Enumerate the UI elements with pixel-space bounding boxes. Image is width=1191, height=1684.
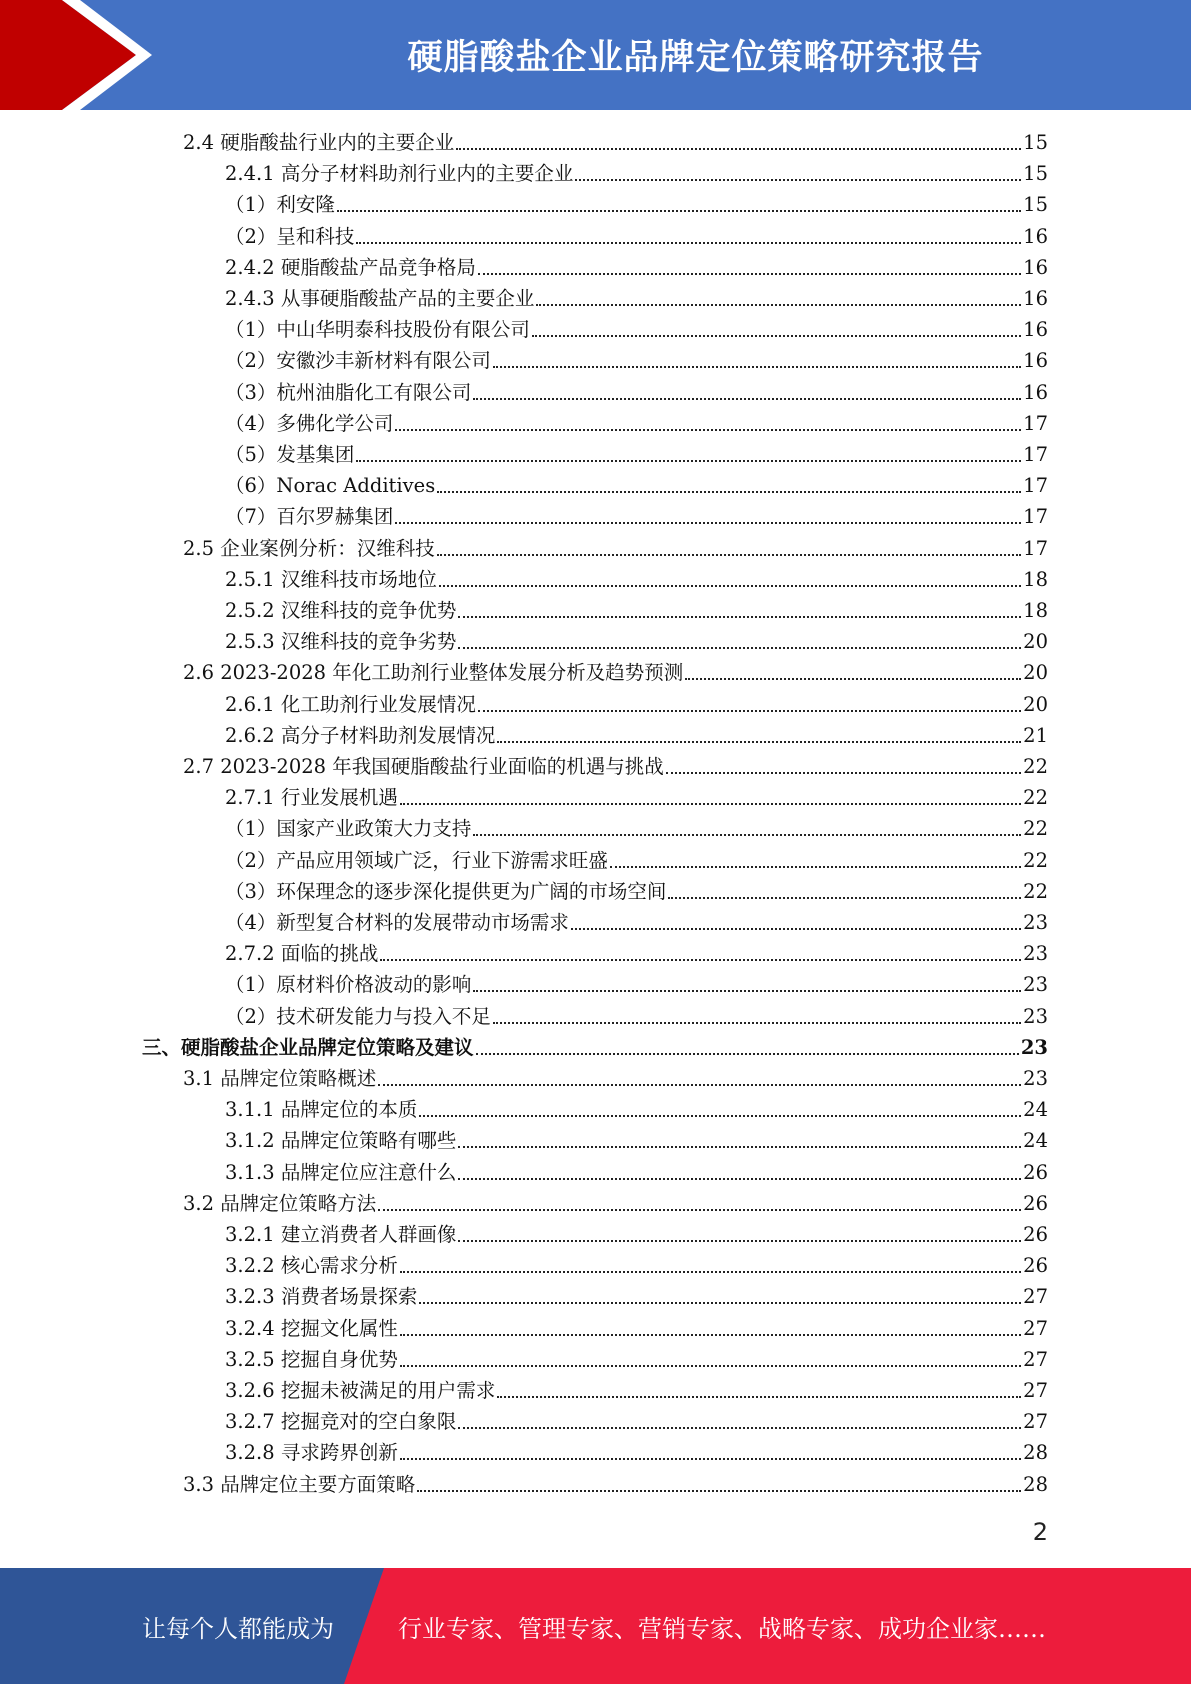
toc-leader-dots [458, 1240, 1021, 1242]
toc-entry-label: 3.2.4 挖掘文化属性 [225, 1316, 398, 1340]
toc-entry-label: 2.6.1 化工助剂行业发展情况 [225, 692, 476, 716]
toc-entry-label: （2）技术研发能力与投入不足 [225, 1004, 491, 1028]
report-title: 硬脂酸盐企业品牌定位策略研究报告 [407, 38, 984, 78]
toc-entry[interactable] [183, 1063, 1048, 1094]
toc-entry[interactable] [225, 377, 1048, 408]
toc-entry-label: 2.6.2 高分子材料助剂发展情况 [225, 723, 496, 747]
toc-entry-page: 24 [1023, 1098, 1048, 1122]
toc-entry-page: 20 [1023, 630, 1048, 654]
toc-leader-dots [400, 1334, 1021, 1336]
toc-entry-label: 3.1.2 品牌定位策略有哪些 [225, 1129, 457, 1153]
toc-entry-label: 三、硬脂酸盐企业品牌定位策略及建议 [142, 1035, 474, 1059]
toc-entry[interactable] [225, 782, 1048, 813]
toc-leader-dots [685, 678, 1021, 680]
toc-entry-page: 26 [1023, 1160, 1048, 1184]
toc-entry[interactable] [225, 283, 1048, 314]
toc-entry-page: 16 [1023, 349, 1048, 373]
toc-entry-page: 15 [1023, 162, 1048, 186]
toc-entry[interactable] [225, 189, 1048, 220]
toc-entry-label: 2.7.2 面临的挑战 [225, 942, 379, 966]
toc-entry[interactable] [225, 501, 1048, 532]
toc-entry-page: 17 [1023, 474, 1048, 498]
toc-entry-label: 3.2 品牌定位策略方法 [183, 1191, 377, 1215]
toc-leader-dots [395, 522, 1021, 524]
toc-entry-label: 3.1.3 品牌定位应注意什么 [225, 1160, 457, 1184]
toc-entry-label: 3.2.6 挖掘未被满足的用户需求 [225, 1379, 496, 1402]
toc-entry-label: 2.5.2 汉维科技的竞争优势 [225, 599, 457, 622]
toc-leader-dots [575, 179, 1021, 181]
toc-entry-label: 2.4.1 高分子材料助剂行业内的主要企业 [225, 162, 574, 186]
toc-entry[interactable] [183, 127, 1048, 158]
toc-leader-dots [400, 803, 1021, 805]
page-number: 2 [1032, 1518, 1048, 1546]
toc-entry-page: 22 [1023, 848, 1048, 872]
footer-slogan-right: 行业专家、管理专家、营销专家、战略专家、成功企业家…… [398, 1614, 1046, 1643]
toc-entry-page: 23 [1023, 1067, 1048, 1090]
toc-entry[interactable] [225, 158, 1048, 189]
toc-entry-label: 3.1.1 品牌定位的本质 [225, 1098, 418, 1122]
toc-entry[interactable] [225, 1001, 1048, 1032]
page-footer [0, 1568, 1191, 1684]
toc-entry-label: 3.2.7 挖掘竞对的空白象限 [225, 1410, 457, 1434]
toc-entry-page: 22 [1023, 755, 1048, 778]
toc-entry-page: 23 [1023, 1004, 1048, 1028]
toc-entry-label: 2.5 企业案例分析：汉维科技 [183, 536, 435, 560]
toc-entry-label: （5）发基集团 [225, 443, 355, 466]
toc-entry-page: 27 [1023, 1410, 1048, 1434]
toc-leader-dots [437, 491, 1021, 493]
toc-leader-dots [419, 1115, 1021, 1117]
toc-entry-label: （4）新型复合材料的发展带动市场需求 [225, 911, 569, 934]
toc-entry-page: 17 [1023, 411, 1048, 435]
toc-entry[interactable] [225, 1344, 1048, 1375]
toc-entry-label: （1）中山华明泰科技股份有限公司 [225, 318, 530, 342]
toc-entry[interactable] [225, 221, 1048, 252]
toc-entry-page: 27 [1023, 1316, 1048, 1340]
toc-entry-page: 18 [1023, 567, 1048, 591]
toc-entry[interactable] [225, 1313, 1048, 1344]
toc-entry[interactable] [225, 1157, 1048, 1188]
toc-leader-dots [473, 398, 1021, 400]
toc-leader-dots [458, 647, 1021, 649]
toc-entry[interactable] [225, 1437, 1048, 1468]
toc-entry-label: 3.3 品牌定位主要方面策略 [183, 1472, 416, 1496]
toc-leader-dots [668, 897, 1021, 899]
toc-entry[interactable] [225, 845, 1048, 876]
toc-leader-dots [473, 834, 1021, 836]
toc-leader-dots [478, 710, 1021, 712]
toc-leader-dots [456, 148, 1021, 150]
toc-entry-page: 16 [1023, 224, 1048, 248]
toc-entry-page: 22 [1023, 817, 1048, 841]
toc-leader-dots [458, 1146, 1021, 1148]
toc-leader-dots [610, 866, 1021, 868]
toc-leader-dots [666, 772, 1021, 774]
toc-entry[interactable] [183, 657, 1048, 688]
toc-entry-label: （7）百尔罗赫集团 [225, 505, 394, 529]
toc-leader-dots [337, 210, 1021, 212]
toc-entry-label: 2.7.1 行业发展机遇 [225, 786, 398, 810]
toc-entry[interactable] [225, 689, 1048, 720]
toc-entry[interactable] [225, 595, 1048, 626]
toc-leader-dots [497, 741, 1021, 743]
toc-leader-dots [356, 460, 1021, 462]
toc-entry-label: 2.5.1 汉维科技市场地位 [225, 567, 437, 591]
toc-entry-label: 3.2.8 寻求跨界创新 [225, 1441, 398, 1465]
toc-entry[interactable] [225, 252, 1048, 283]
toc-entry-page: 17 [1023, 443, 1048, 466]
toc-leader-dots [356, 242, 1021, 244]
toc-entry-page: 20 [1023, 661, 1048, 685]
toc-entry-page: 22 [1023, 786, 1048, 810]
toc-entry-page: 27 [1023, 1347, 1048, 1371]
toc-entry-page: 28 [1023, 1441, 1048, 1465]
toc-leader-dots [439, 585, 1021, 587]
toc-entry-page: 23 [1020, 1035, 1048, 1059]
toc-leader-dots [478, 273, 1021, 275]
toc-leader-dots [536, 304, 1021, 306]
toc-entry-label: （4）多佛化学公司 [225, 411, 394, 435]
toc-entry-page: 26 [1023, 1223, 1048, 1246]
toc-entry-label: （2）安徽沙丰新材料有限公司 [225, 349, 491, 373]
toc-entry-label: （2）呈和科技 [225, 224, 355, 248]
toc-entry[interactable] [225, 345, 1048, 376]
toc-leader-dots [458, 616, 1021, 618]
toc-entry-label: 2.7 2023-2028 年我国硬脂酸盐行业面临的机遇与挑战 [183, 755, 664, 778]
toc-entry-label: 2.4.2 硬脂酸盐产品竞争格局 [225, 255, 476, 279]
toc-entry-page: 16 [1023, 380, 1048, 404]
toc-entry-page: 20 [1023, 692, 1048, 716]
toc-entry-page: 16 [1023, 318, 1048, 342]
toc-leader-dots [395, 429, 1021, 431]
toc-entry-label: 3.2.3 消费者场景探索 [225, 1285, 418, 1309]
toc-entry[interactable] [225, 1125, 1048, 1156]
toc-entry-label: 2.4 硬脂酸盐行业内的主要企业 [183, 131, 455, 154]
toc-entry-label: （3）环保理念的逐步深化提供更为广阔的市场空间 [225, 879, 667, 903]
toc-entry[interactable] [225, 813, 1048, 844]
toc-entry[interactable] [225, 314, 1048, 345]
toc-entry-page: 23 [1023, 911, 1048, 934]
toc-entry-label: （6）Norac Additives [225, 474, 436, 498]
toc-entry-page: 15 [1023, 131, 1048, 154]
toc-entry[interactable] [225, 1375, 1048, 1406]
toc-entry[interactable] [183, 1188, 1048, 1219]
toc-leader-dots [571, 928, 1021, 930]
toc-leader-dots [473, 990, 1021, 992]
toc-leader-dots [380, 959, 1021, 961]
toc-leader-dots [497, 1396, 1021, 1398]
toc-entry-page: 16 [1023, 255, 1048, 279]
toc-entry-page: 23 [1023, 942, 1048, 966]
toc-entry-page: 27 [1023, 1379, 1048, 1402]
toc-entry-page: 17 [1023, 505, 1048, 529]
toc-leader-dots [437, 554, 1021, 556]
toc-entry[interactable] [225, 439, 1048, 470]
toc-entry-label: 3.2.2 核心需求分析 [225, 1254, 398, 1278]
toc-leader-dots [458, 1178, 1021, 1180]
toc-entry-label: 3.2.1 建立消费者人群画像 [225, 1223, 457, 1246]
toc-leader-dots [400, 1271, 1021, 1273]
toc-leader-dots [378, 1209, 1021, 1211]
toc-entry-label: 2.6 2023-2028 年化工助剂行业整体发展分析及趋势预测 [183, 661, 684, 685]
toc-entry[interactable] [183, 533, 1048, 564]
toc-entry-label: （1）原材料价格波动的影响 [225, 973, 472, 997]
toc-entry-label: 3.1 品牌定位策略概述 [183, 1067, 377, 1090]
toc-entry-page: 17 [1023, 536, 1048, 560]
toc-entry[interactable] [225, 564, 1048, 595]
toc-entry[interactable] [225, 969, 1048, 1000]
toc-leader-dots [400, 1458, 1021, 1460]
toc-entry-page: 16 [1023, 287, 1048, 310]
toc-entry[interactable] [225, 1250, 1048, 1281]
toc-entry-page: 23 [1023, 973, 1048, 997]
toc-entry-label: （3）杭州油脂化工有限公司 [225, 380, 472, 404]
toc-entry-page: 26 [1023, 1254, 1048, 1278]
page-header [0, 0, 1191, 110]
toc-entry[interactable] [225, 1219, 1048, 1250]
toc-entry[interactable] [183, 751, 1048, 782]
toc-entry-page: 26 [1023, 1191, 1048, 1215]
toc-entry[interactable] [225, 1281, 1048, 1312]
toc-leader-dots [493, 1022, 1021, 1024]
toc-entry-page: 22 [1023, 879, 1048, 903]
toc-entry[interactable] [225, 907, 1048, 938]
toc-entry[interactable] [225, 1094, 1048, 1125]
toc-entry[interactable] [225, 938, 1048, 969]
toc-leader-dots [476, 1053, 1019, 1055]
toc-entry[interactable] [225, 720, 1048, 751]
toc-entry-page: 28 [1023, 1472, 1048, 1496]
toc-leader-dots [532, 335, 1021, 337]
toc-entry-label: 3.2.5 挖掘自身优势 [225, 1347, 398, 1371]
toc-leader-dots [417, 1490, 1021, 1492]
toc-entry-page: 18 [1023, 599, 1048, 622]
toc-leader-dots [378, 1084, 1021, 1086]
toc-entry-page: 24 [1023, 1129, 1048, 1153]
toc-entry[interactable] [225, 876, 1048, 907]
footer-slogan-left: 让每个人都能成为 [142, 1614, 334, 1643]
toc-entry[interactable] [183, 1469, 1048, 1500]
toc-leader-dots [458, 1427, 1021, 1429]
toc-entry[interactable] [142, 1032, 1048, 1063]
toc-entry-label: 2.5.3 汉维科技的竞争劣势 [225, 630, 457, 654]
toc-entry[interactable] [225, 1406, 1048, 1437]
toc-entry[interactable] [225, 408, 1048, 439]
toc-entry-label: （2）产品应用领域广泛，行业下游需求旺盛 [225, 848, 608, 872]
toc-entry-label: 2.4.3 从事硬脂酸盐产品的主要企业 [225, 287, 535, 310]
toc-entry-label: （1）利安隆 [225, 193, 335, 217]
toc-leader-dots [419, 1302, 1021, 1304]
toc-leader-dots [400, 1365, 1021, 1367]
toc-leader-dots [493, 366, 1021, 368]
toc-entry-page: 21 [1023, 723, 1048, 747]
toc-entry-label: （1）国家产业政策大力支持 [225, 817, 472, 841]
toc-entry[interactable] [225, 470, 1048, 501]
toc-entry[interactable] [225, 626, 1048, 657]
toc-entry-page: 15 [1023, 193, 1048, 217]
toc-entry-page: 27 [1023, 1285, 1048, 1309]
